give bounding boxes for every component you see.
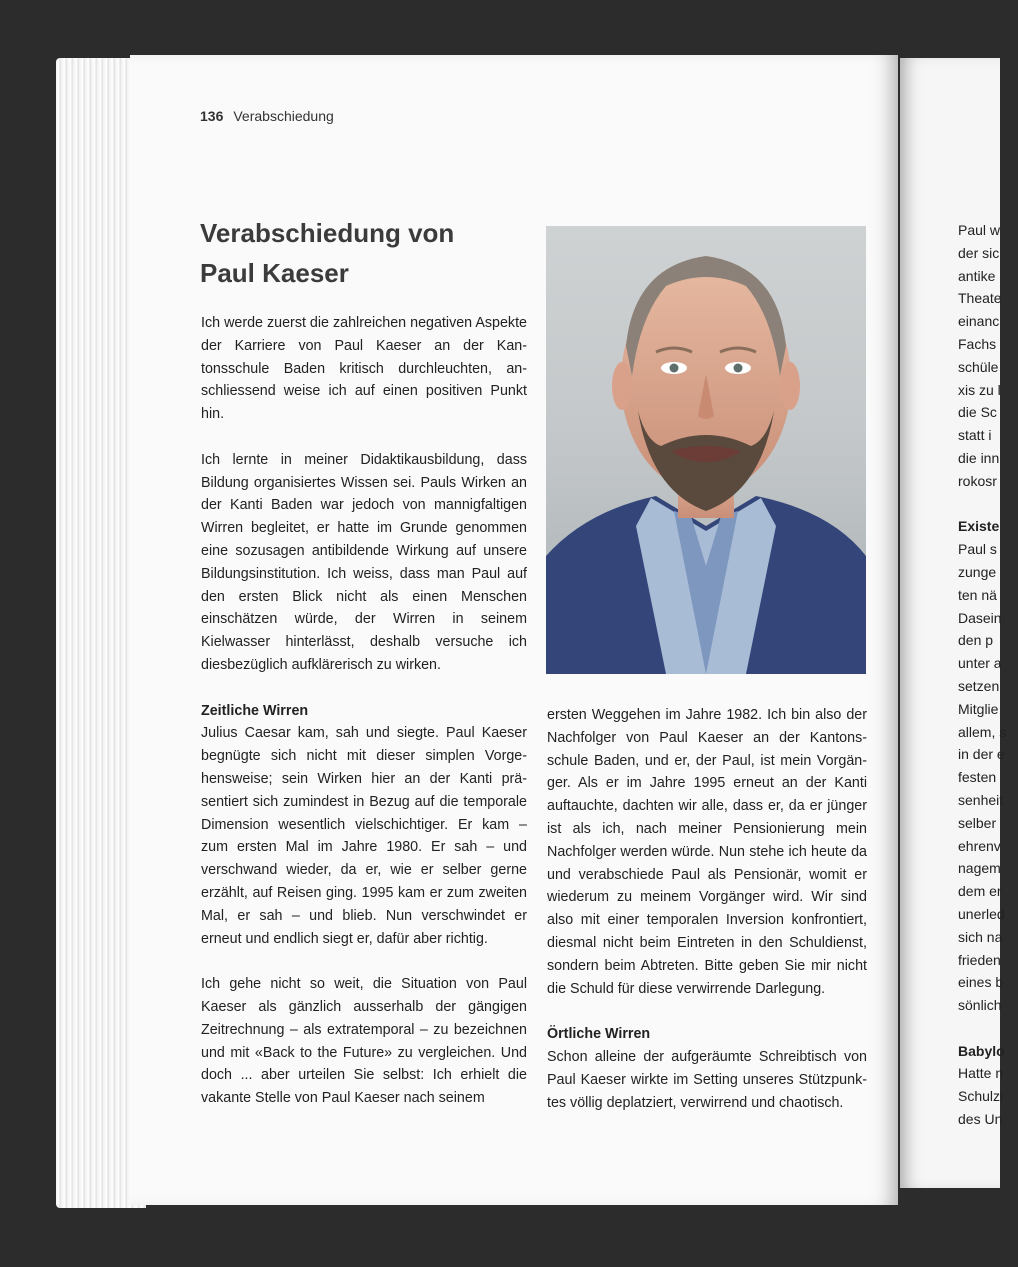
paragraph-schreibtisch: Schon alleine der aufgeräumte Schreibtisch von Paul Kaeser wirkte im Setting unseres Stützpunktes völlig deplatziert, verwirrend und chaotisch.	[547, 1048, 867, 1111]
next-page-line: unerled	[958, 905, 1005, 922]
page-number: 136	[200, 108, 224, 124]
next-page-line: xis zu l	[958, 381, 1001, 398]
chapter-title-line-2: Paul Kaeser	[200, 258, 349, 288]
next-page-line: zunge	[958, 563, 997, 580]
next-page-line	[958, 1017, 1018, 1040]
next-page-line: setzen	[958, 677, 1000, 694]
next-page-line: Existe	[958, 518, 1000, 535]
next-page-line: dem er	[958, 883, 1002, 900]
next-page-line: allem, s	[958, 723, 1007, 740]
next-page-line: festen	[958, 769, 997, 786]
next-page-line: sönlich	[958, 997, 1002, 1014]
next-page-line: Theate	[958, 290, 1002, 307]
next-page-line: einanc	[958, 313, 1000, 330]
next-page-line	[958, 493, 1018, 516]
next-page-line: statt i	[958, 427, 992, 444]
next-page-line: frieden	[958, 951, 1001, 968]
heading-zeitliche-wirren: Zeitliche Wirren	[201, 702, 309, 719]
portrait-photo	[546, 226, 866, 674]
chapter-title	[200, 213, 530, 293]
next-page-line: schüle	[958, 358, 999, 375]
next-page-line: Paul s	[958, 541, 997, 558]
next-page-line: eines b	[958, 974, 1004, 991]
paragraph-nachfolger: ersten Weggehen im Jahre 1982. Ich bin also der Nachfolger von Paul Kaeser an der Kantonsschule Baden, und er, der Paul, ist mein Vorgänger. Als er im Jahre 1995 erneut an der Kanti auftauchte, dachten wir alle, dass er, da er jünger ist als ich, nach meiner Pensionierung mein Nachfolger werden würde. Nun stehe ich heute da und verabschiede Paul als Pensionär, womit er wiederum zu meinem Vorgänger wird. Wir sind also mit einer temporalen Inversion konfrontiert, diesmal nicht beim Eintreten in den Schuldienst, sondern beim Abtreten. Bitte geben Sie mir nicht die Schuld für diese verwirrende Darlegung.	[547, 707, 867, 997]
next-page-line: in der e	[958, 746, 1005, 763]
next-page-line: den p	[958, 632, 994, 649]
next-page-line: ten nä	[958, 586, 997, 603]
section-name: Verabschiedung	[233, 108, 334, 124]
next-page-line: senheit	[958, 791, 1004, 808]
heading-oertliche-wirren: Örtliche Wirren	[547, 1026, 651, 1043]
next-page-line: rokosr	[958, 472, 997, 489]
paragraph-caesar: Julius Caesar kam, sah und siegte. Paul Kaeser begnügte sich nicht mit dieser simplen Vorgehensweise; sein Wirken hier an der Kanti präsentiert sich zumindest in Bezug auf die temporale Dimension wesentlich vielschichtiger. Er kam – zum ersten Mal im Jahre 1980. Er sah – und verschwand wieder, da er, wie er selber gerne erzählt, auf Reisen ging. 1995 kam er zum zweiten Mal, er sah – und blieb. Nun verschwindet er erneut und endlich siegt er, dafür aber richtig.	[201, 725, 527, 947]
next-page-line: Hatte n	[958, 1065, 1004, 1082]
next-page-line: des Un	[958, 1111, 1003, 1128]
next-page-line: Mitglie	[958, 700, 999, 717]
next-page-line: die inn	[958, 449, 1000, 466]
paragraph-zeitrechnung: Ich gehe nicht so weit, die Situation von Paul Kaeser als gänzlich ausserhalb der gängigen Zeitrechnung – als extratemporal – zu bezeichnen und mit «Back to the Future» zu vergleichen. Und doch ... aber urteilen Sie selbst: Ich erhielt die vakante Stelle von Paul Kaeser nach seinem	[201, 976, 527, 1107]
next-page-line: der sic	[958, 244, 1000, 261]
next-page-text-fragments	[958, 219, 1018, 1131]
next-page-line: Paul w	[958, 222, 1001, 238]
next-page-line: die Sc	[958, 404, 997, 421]
next-page-line: selber	[958, 814, 997, 831]
paragraph-bildung: Ich lernte in meiner Didaktikausbildung, dass Bildung organisiertes Wissen sei. Pauls Wirken an der Kanti Baden war jedoch von mannigfaltigen Wirren begleitet, er hatte im Grunde genommen eine sozusagen antibildende Wirkung auf unsere Bildungsinstitution. Ich weiss, dass man Paul auf den ersten Blick nicht als einen Menschen einschätzen würde, der Wirren in seinem Kielwasser hinterlässt, deshalb versuche ich diesbezüglich aufklärerisch zu wirken.	[201, 451, 527, 673]
next-page-line: Babylo	[958, 1042, 1005, 1059]
next-page-line: sich na	[958, 928, 1003, 945]
left-text-column	[201, 312, 527, 1133]
next-page-line: antike	[958, 267, 996, 284]
next-page-line: Dasein	[958, 609, 1002, 626]
chapter-title-line-1: Verabschiedung von	[200, 218, 455, 248]
next-page-line: nagem	[958, 860, 1001, 877]
next-page-line: unter a	[958, 655, 1002, 672]
next-page-line: Schulzi	[958, 1088, 1004, 1105]
paragraph-intro: Ich werde zuerst die zahlreichen negativen Aspekte der Karriere von Paul Kaeser an der Kantonsschule Baden kritisch durchleuchten, anschliessend weise ich auf einen positiven Punkt hin.	[201, 315, 527, 423]
next-page-line: Fachs	[958, 335, 997, 352]
running-head	[200, 108, 334, 124]
next-page-line: ehrenv	[958, 837, 1001, 854]
right-text-column	[547, 704, 867, 1137]
